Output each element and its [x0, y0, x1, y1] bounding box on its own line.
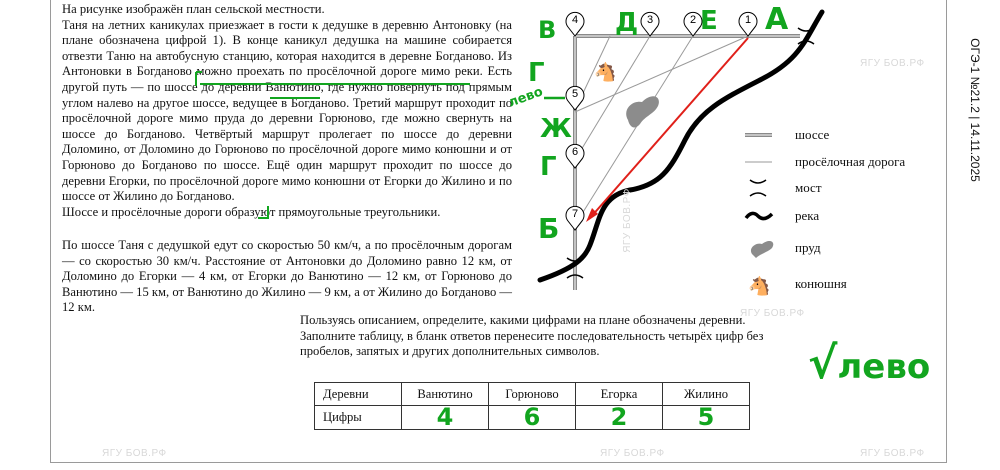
digit-cell[interactable] — [489, 403, 576, 431]
side-code — [960, 10, 990, 210]
digit-cell[interactable] — [402, 403, 489, 431]
handwritten-letter: Д — [615, 8, 639, 38]
village-marker-5[interactable] — [566, 86, 584, 110]
marker-label: 3 — [646, 14, 654, 26]
handwritten-note-text: лево — [837, 347, 931, 387]
table-row-digits — [315, 406, 750, 430]
village-marker-7[interactable] — [566, 206, 584, 230]
intro-line-2: Таня на летних каникулах приезжает в гости к дедушке в деревню Антоновку (на плане обозначена цифрой 1). В конце каникул дедушка на машине собирается отвезти Таню на автобусную станцию, которая находится в деревне Богданово. Из Антоновки в Богданово можно проехать по просёлочной дороге мимо реки. Есть другой путь — по шоссе до деревни Ванютино, где нужно повернуть под прямым углом налево на другое шоссе, ведущее в Богданово. Третий маршрут проходит по просёлочной дороге мимо пруда до деревни Горюново, где можно свернуть на шоссе до Богданово. Четвёртый маршрут пролегает по шоссе до деревни Доломино, от Доломино до Горюново по просёлочной дороге мимо конюшни и от Горюново до Богданово по шоссе. Ещё один маршрут проходит по шоссе до деревни Егорки, по просёлочной дороге мимо конюшни от Егорки до Жилино и по шоссе от Жилино до Богданово. — [62, 17, 512, 204]
watermark: ЯГУ БОВ.РФ — [860, 448, 925, 459]
task-line-1: Пользуясь описанием, определите, какими цифрами на плане обозначены деревни. — [300, 313, 746, 327]
pond-legend-icon — [751, 241, 773, 258]
handwritten-digit: 4 — [436, 403, 454, 431]
marker-label: 7 — [571, 208, 579, 220]
handwritten-letter: В — [538, 16, 557, 44]
bridge-legend-icon — [750, 180, 766, 196]
marker-label: 4 — [571, 14, 579, 26]
village-cell: Жилино — [663, 383, 750, 406]
river-legend-icon — [746, 213, 772, 218]
task-line-2: Заполните таблицу, в бланк ответов перенесите последовательность четырёх цифр без пробелов, запятых и других дополнительных символов. — [300, 328, 764, 359]
village-marker-1[interactable] — [739, 12, 757, 36]
river — [540, 12, 822, 280]
handwritten-note: лево — [506, 84, 545, 111]
table-header-villages: Деревни — [315, 383, 402, 406]
handwritten-letter: Ж — [540, 114, 572, 144]
marker-label: 1 — [744, 14, 752, 26]
task-instructions — [300, 313, 780, 360]
handwritten-letter: А — [765, 2, 789, 37]
stable-icon: 🐴 — [594, 62, 617, 82]
given-data — [62, 238, 512, 316]
intro-line-1: На рисунке изображён план сельской местности. — [62, 2, 325, 16]
handwritten-digit: 5 — [697, 403, 715, 431]
legend-pond: пруд — [795, 240, 821, 255]
handwritten-letter: Г — [528, 58, 545, 88]
map-legend-symbols — [745, 135, 773, 296]
handwritten-digit: 2 — [610, 403, 628, 431]
stable-legend-icon: 🐴 — [748, 276, 771, 296]
intro-line-3: Шоссе и просёлочные дороги образуют прямоугольные треугольники. — [62, 204, 441, 219]
watermark: ЯГУ БОВ.РФ — [600, 448, 665, 459]
given-text: По шоссе Таня с дедушкой едут со скоростью 50 км/ч, а по просёлочным дорогам — со скоростью 30 км/ч. Расстояние от Антоновки до Доломино равно 12 км, от Доломино до Егорки — 4 км, от Егорки до Ванютино — 12 км, от Горюново до Ванютино — 15 км, от Ванютино до Жилино — 9 км, а от Жилино до Богданово — 12 км. — [62, 238, 512, 315]
watermark: ЯГУ БОВ.РФ — [860, 58, 925, 69]
village-cell: Горюново — [489, 383, 576, 406]
legend-stable: конюшня — [795, 276, 847, 291]
legend-bridge: мост — [795, 180, 822, 195]
village-marker-3[interactable] — [641, 12, 659, 36]
village-marker-4[interactable] — [566, 12, 584, 36]
handwritten-letter: Б — [538, 212, 560, 245]
table-header-digits: Цифры — [315, 406, 402, 430]
handwritten-letter: Г — [540, 152, 557, 182]
legend-river: река — [795, 208, 820, 223]
watermark: ЯГУ БОВ.РФ — [102, 448, 167, 459]
legend-dirt-road: просёлочная дорога — [795, 154, 906, 169]
watermark: ЯГУ БОВ.РФ — [740, 308, 805, 319]
handwritten-underlines — [0, 0, 520, 240]
village-cell: Егорка — [576, 383, 663, 406]
handwritten-note-right: √лево — [808, 338, 931, 389]
village-cell: Ванютино — [402, 383, 489, 406]
village-marker-6[interactable] — [566, 144, 584, 168]
pond-icon — [626, 96, 659, 127]
handwritten-digit: 6 — [523, 403, 541, 431]
side-code-text: ОГЭ-1 №21.2 | 14.11.2025 — [968, 38, 982, 182]
digit-cell[interactable] — [576, 403, 663, 431]
watermark: ЯГУ БОВ.РФ — [621, 188, 633, 253]
digit-cell[interactable] — [663, 403, 750, 431]
handwritten-letter: Е — [700, 6, 718, 36]
answer-table — [314, 382, 750, 430]
legend-highway: шоссе — [795, 127, 830, 142]
marker-label: 6 — [571, 146, 579, 158]
marker-label: 2 — [689, 14, 697, 26]
marker-label: 5 — [571, 88, 579, 100]
dirt-road — [575, 36, 650, 160]
